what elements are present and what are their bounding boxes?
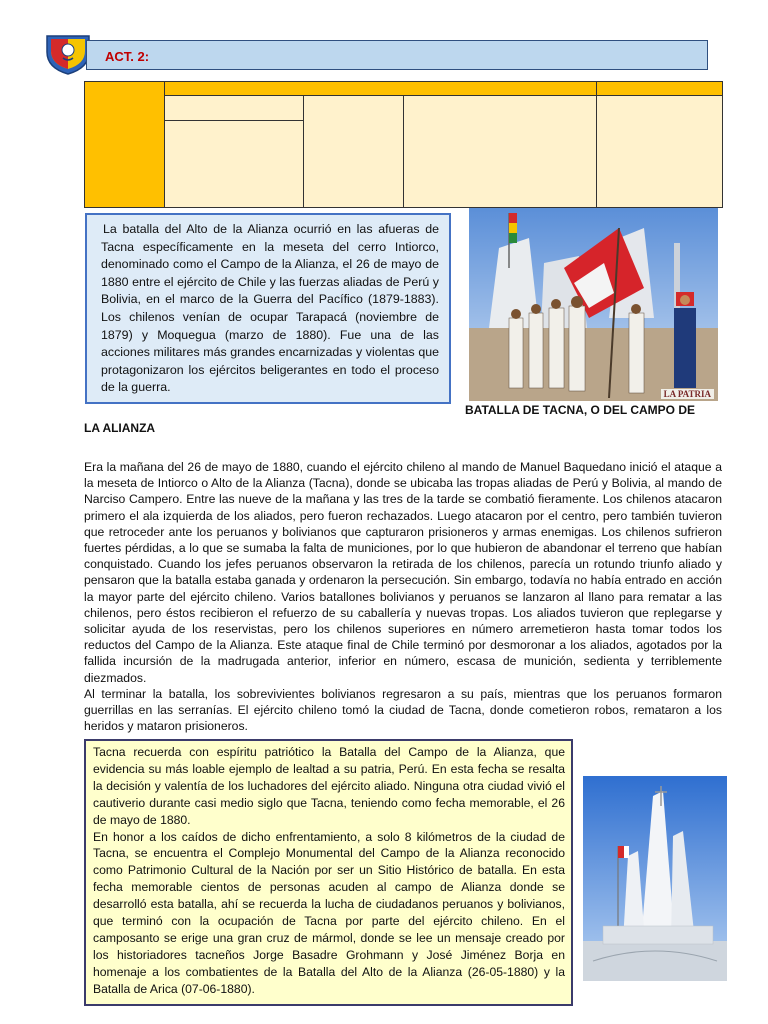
main-text-block xyxy=(84,459,722,734)
photo-caption: LA PATRIA xyxy=(661,389,714,399)
section-title-part2: LA ALIANZA xyxy=(84,421,156,435)
activity-label: ACT. 2: xyxy=(105,49,150,64)
intro-text-box xyxy=(85,213,451,404)
activity-header-bar xyxy=(86,40,708,70)
closing-text-box xyxy=(84,739,573,1006)
main-paragraph-2: Al terminar la batalla, los sobrevivientes bolivianos regresaron a su país, mientras que los peruanos formaron guerrillas en las serranías. El ejército chileno tomó la ciudad de Tacna, donde cometieron robos, remataron a los heridos y mataron prisioneros. xyxy=(84,686,722,734)
monument-photo xyxy=(583,776,727,981)
section-title-part1: BATALLA DE TACNA, O DEL CAMPO DE xyxy=(465,403,695,417)
closing-paragraph-2: En honor a los caídos de dicho enfrentamiento, a solo 8 kilómetros de la ciudad de Tacna, se encuentra el Complejo Monumental del Campo de la Alianza reconocido como Patrimonio Cultural de la Nación por ser un Sitio Histórico de batalla. En esta fecha memorable cientos de personas acuden al campo de Alianza donde se desarrolló esta batalla, ahí se recuerda la lucha de ciudadanos peruanos y bolivianos, que terminó con la ocupación de Tacna por parte del ejército chileno. En el camposanto se erige una gran cruz de mármol, donde se lee un mensaje creado por los historiadores tacneños Jorge Basadre Grohmann y José Jiménez Borja en homenaje a los combatientes de la Batalla del Alto de la Alianza (26-05-1880) y la Batalla de Arica (07-06-1880). xyxy=(93,829,565,996)
closing-paragraph-1: Tacna recuerda con espíritu patriótico la Batalla del Campo de la Alianza, que evidencia su más loable ejemplo de lealtad a su patria, Perú. En esta fecha se resalta la decisión y valentía de los luchadores del ejército aliado. Ninguna otra ciudad vivió el cautiverio durante casi medio siglo que Tacna, teniendo como fecha memorable, el 26 de mayo de 1880. xyxy=(93,745,565,827)
table-header-row xyxy=(165,82,722,96)
table-left-column xyxy=(85,82,165,207)
intro-paragraph: La batalla del Alto de la Alianza ocurrió en las afueras de Tacna específicamente en la meseta del cerro Intiorco, denominado como el Campo de la Alianza, el 26 de mayo de 1880 entre el ejército de Chile y las fuerzas aliadas de Perú y Bolivia, en el marco de la Guerra del Pacífico (1879-1883). Los chilenos venían de ocupar Tarapacá (noviembre de 1879) y Moquegua (marzo de 1880). Fue una de las acciones militares más grandes encarnizadas y violentas que protagonizaron los ejércitos beligerantes en todo el proceso de la guerra. xyxy=(101,222,439,395)
main-paragraph-1: Era la mañana del 26 de mayo de 1880, cuando el ejército chileno al mando de Manuel Baquedano inició el ataque a la meseta de Intiorco o Alto de la Alianza (Tacna), donde se ubicaba las tropas aliadas de Perú y Bolivia, al mando de Narciso Campero. Entre las nueve de la mañana y las tres de la tarde se combatió fieramente. Los chilenos atacaron primero el ala izquierda de los aliados, pero fueron rechazados. Luego atacaron por el centro, pero también tuvieron que retroceder ante los peruanos y bolivianos que capturaron prisioneros y armas enemigas. Los chilenos sufrieron fuertes pérdidas, a lo que se sumaba la falta de municiones, por lo que hubieron de abandonar el terreno que habían conquistado. Cuando los jefes peruanos observaron la retirada de los chilenos, parecía un rotundo triunfo aliado y pensaron que la batalla estaba ganada y ordenaron la persecución. Sin embargo, todavía no había entrado en acción la mayor parte del ejército chileno. Varios batallones bolivianos y peruanos se lanzaron al llano para rematar a las chilenos, pero éstos recibieron el refuerzo de su caballería y nuevas tropas. Los aliados tuvieron que replegarse y solicitar ayuda de los reservistas, pero los chilenos superiores en número arremetieron hasta tomar todos los reductos del Campo de la Alianza. Este ataque final de Chile terminó por desmoronar a los aliados, agotados por la fallida incursión de la madrugada anterior, inferior en número, escasa de munición, sedienta y terriblemente diezmados. xyxy=(84,460,722,685)
worksheet-table xyxy=(84,81,723,208)
soldiers-with-flag-photo xyxy=(469,208,718,401)
